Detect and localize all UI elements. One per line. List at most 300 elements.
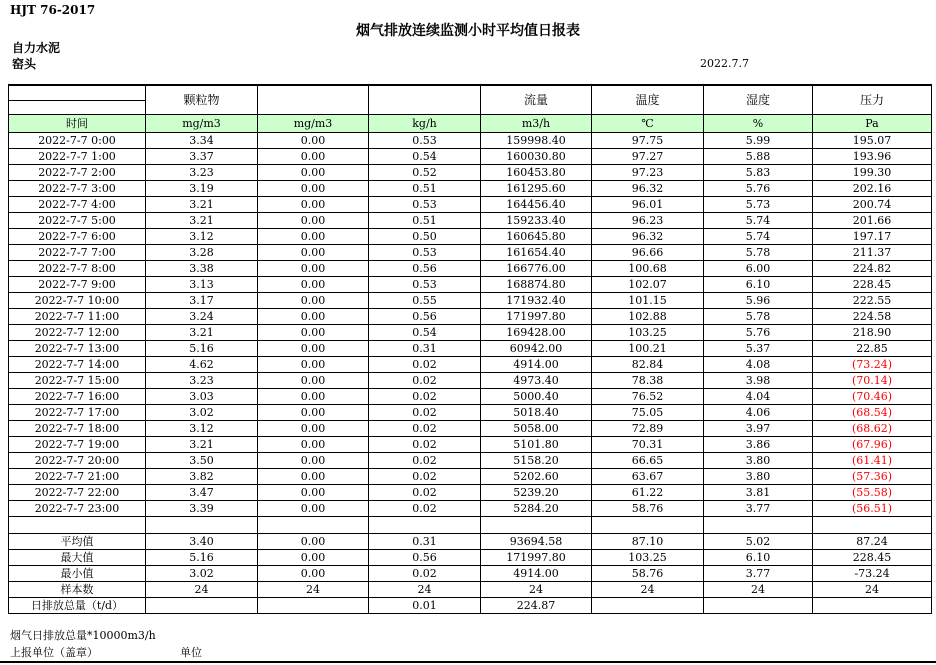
hourly-data-row xyxy=(9,213,932,229)
value-cell: 3.03 xyxy=(146,389,258,405)
value-cell: (70.14) xyxy=(813,373,932,389)
value-cell: 169428.00 xyxy=(481,325,592,341)
value-cell: 3.21 xyxy=(146,213,258,229)
value-cell: 202.16 xyxy=(813,181,932,197)
time-cell: 2022-7-7 17:00 xyxy=(9,405,146,421)
time-cell: 2022-7-7 19:00 xyxy=(9,437,146,453)
value-cell: 0.53 xyxy=(369,245,481,261)
value-cell: 3.21 xyxy=(146,197,258,213)
value-cell: 4973.40 xyxy=(481,373,592,389)
summary-value-cell: 87.10 xyxy=(592,534,704,550)
hourly-data-row xyxy=(9,165,932,181)
value-cell: 58.76 xyxy=(592,501,704,517)
hourly-data-row xyxy=(9,469,932,485)
flow-unit-note: 烟气日排放总量*10000m3/h xyxy=(10,629,156,642)
empty-cell xyxy=(481,517,592,534)
hourly-data-row xyxy=(9,501,932,517)
time-cell: 2022-7-7 8:00 xyxy=(9,261,146,277)
value-cell: 101.15 xyxy=(592,293,704,309)
value-cell: 3.82 xyxy=(146,469,258,485)
value-cell: 0.02 xyxy=(369,501,481,517)
value-cell: 82.84 xyxy=(592,357,704,373)
summary-row xyxy=(9,582,932,598)
value-cell: 200.74 xyxy=(813,197,932,213)
value-cell: 0.02 xyxy=(369,357,481,373)
summary-label-cell: 最小值 xyxy=(9,566,146,582)
value-cell: 0.53 xyxy=(369,197,481,213)
value-cell: 222.55 xyxy=(813,293,932,309)
summary-value-cell: -73.24 xyxy=(813,566,932,582)
time-cell: 2022-7-7 3:00 xyxy=(9,181,146,197)
column3-header xyxy=(258,85,369,115)
hourly-data-row xyxy=(9,437,932,453)
hourly-data-row xyxy=(9,485,932,501)
company-name: 自力水泥 xyxy=(12,41,61,55)
value-cell: (57.36) xyxy=(813,469,932,485)
value-cell: 5.74 xyxy=(704,229,813,245)
value-cell: 224.58 xyxy=(813,309,932,325)
value-cell: 102.07 xyxy=(592,277,704,293)
value-cell: 166776.00 xyxy=(481,261,592,277)
unit-label: 单位 xyxy=(180,646,202,659)
value-cell: 4.62 xyxy=(146,357,258,373)
value-cell: 5.99 xyxy=(704,133,813,149)
value-cell: 171997.80 xyxy=(481,309,592,325)
value-cell: 0.52 xyxy=(369,165,481,181)
value-cell: 0.31 xyxy=(369,341,481,357)
value-cell: 96.66 xyxy=(592,245,704,261)
value-cell: (73.24) xyxy=(813,357,932,373)
summary-value-cell: 103.25 xyxy=(592,550,704,566)
time-cell: 2022-7-7 5:00 xyxy=(9,213,146,229)
empty-cell xyxy=(146,517,258,534)
summary-value-cell: 93694.58 xyxy=(481,534,592,550)
value-cell: 0.00 xyxy=(258,293,369,309)
summary-value-cell: 0.00 xyxy=(258,566,369,582)
value-cell: 100.21 xyxy=(592,341,704,357)
time-header-bottom-cell xyxy=(9,100,146,115)
hourly-data-row xyxy=(9,309,932,325)
value-cell: 0.00 xyxy=(258,309,369,325)
value-cell: 5.74 xyxy=(704,213,813,229)
value-cell: 0.00 xyxy=(258,181,369,197)
pressure-header: 压力 xyxy=(813,85,932,115)
value-cell: 4.04 xyxy=(704,389,813,405)
value-cell: 0.00 xyxy=(258,437,369,453)
value-cell: 22.85 xyxy=(813,341,932,357)
value-cell: 201.66 xyxy=(813,213,932,229)
value-cell: 0.02 xyxy=(369,453,481,469)
value-cell: 3.12 xyxy=(146,229,258,245)
total-value-cell xyxy=(258,598,369,614)
time-cell: 2022-7-7 10:00 xyxy=(9,293,146,309)
value-cell: 193.96 xyxy=(813,149,932,165)
value-cell: 5.16 xyxy=(146,341,258,357)
value-cell: 3.17 xyxy=(146,293,258,309)
summary-value-cell: 58.76 xyxy=(592,566,704,582)
value-cell: 3.38 xyxy=(146,261,258,277)
empty-cell xyxy=(258,517,369,534)
value-cell: 5058.00 xyxy=(481,421,592,437)
value-cell: 60942.00 xyxy=(481,341,592,357)
report-date: 2022.7.7 xyxy=(700,57,749,70)
col4-unit-cell: kg/h xyxy=(369,115,481,133)
hourly-data-row xyxy=(9,277,932,293)
value-cell: 3.24 xyxy=(146,309,258,325)
value-cell: 160030.80 xyxy=(481,149,592,165)
value-cell: 0.00 xyxy=(258,277,369,293)
temperature-unit-cell: ℃ xyxy=(592,115,704,133)
value-cell: 3.28 xyxy=(146,245,258,261)
total-value-cell xyxy=(592,598,704,614)
summary-label-cell: 平均值 xyxy=(9,534,146,550)
value-cell: 0.00 xyxy=(258,165,369,181)
value-cell: 0.00 xyxy=(258,229,369,245)
summary-value-cell: 24 xyxy=(258,582,369,598)
summary-value-cell: 3.02 xyxy=(146,566,258,582)
value-cell: 171932.40 xyxy=(481,293,592,309)
hourly-data-row xyxy=(9,357,932,373)
value-cell: 5.96 xyxy=(704,293,813,309)
value-cell: 0.02 xyxy=(369,389,481,405)
value-cell: (68.62) xyxy=(813,421,932,437)
value-cell: 6.00 xyxy=(704,261,813,277)
report-table-header xyxy=(9,85,932,133)
value-cell: 0.00 xyxy=(258,149,369,165)
value-cell: 102.88 xyxy=(592,309,704,325)
value-cell: 159998.40 xyxy=(481,133,592,149)
value-cell: 6.10 xyxy=(704,277,813,293)
page-title: 烟气排放连续监测小时平均值日报表 xyxy=(356,23,580,39)
hourly-data-row xyxy=(9,229,932,245)
value-cell: 97.75 xyxy=(592,133,704,149)
value-cell: 0.00 xyxy=(258,501,369,517)
summary-value-cell: 24 xyxy=(146,582,258,598)
value-cell: 3.37 xyxy=(146,149,258,165)
value-cell: 97.27 xyxy=(592,149,704,165)
time-cell: 2022-7-7 20:00 xyxy=(9,453,146,469)
value-cell: 3.39 xyxy=(146,501,258,517)
hourly-data-row xyxy=(9,325,932,341)
daily-total-row xyxy=(9,598,932,614)
spacer-row xyxy=(9,517,932,534)
value-cell: 3.77 xyxy=(704,501,813,517)
time-cell: 2022-7-7 1:00 xyxy=(9,149,146,165)
value-cell: 78.38 xyxy=(592,373,704,389)
value-cell: 3.97 xyxy=(704,421,813,437)
total-label-cell: 日排放总量（t/d） xyxy=(9,598,146,614)
time-cell: 2022-7-7 0:00 xyxy=(9,133,146,149)
summary-value-cell: 87.24 xyxy=(813,534,932,550)
value-cell: 100.68 xyxy=(592,261,704,277)
value-cell: 5.37 xyxy=(704,341,813,357)
value-cell: 0.54 xyxy=(369,149,481,165)
value-cell: (55.58) xyxy=(813,485,932,501)
summary-label-cell: 样本数 xyxy=(9,582,146,598)
value-cell: 0.51 xyxy=(369,213,481,229)
value-cell: 0.02 xyxy=(369,373,481,389)
hourly-data-row xyxy=(9,149,932,165)
standard-code: HJT 76-2017 xyxy=(10,3,96,17)
time-cell: 2022-7-7 7:00 xyxy=(9,245,146,261)
humidity-unit-cell: % xyxy=(704,115,813,133)
bottom-divider xyxy=(0,661,936,663)
value-cell: 72.89 xyxy=(592,421,704,437)
value-cell: 3.34 xyxy=(146,133,258,149)
value-cell: 5.78 xyxy=(704,309,813,325)
value-cell: (61.41) xyxy=(813,453,932,469)
empty-cell xyxy=(813,517,932,534)
value-cell: 0.53 xyxy=(369,133,481,149)
summary-value-cell: 24 xyxy=(481,582,592,598)
value-cell: 3.50 xyxy=(146,453,258,469)
empty-cell xyxy=(592,517,704,534)
total-value-cell xyxy=(146,598,258,614)
value-cell: 0.00 xyxy=(258,213,369,229)
value-cell: 5000.40 xyxy=(481,389,592,405)
value-cell: 96.32 xyxy=(592,229,704,245)
summary-value-cell: 6.10 xyxy=(704,550,813,566)
time-cell: 2022-7-7 6:00 xyxy=(9,229,146,245)
value-cell: 3.23 xyxy=(146,165,258,181)
value-cell: 5.83 xyxy=(704,165,813,181)
hourly-data-row xyxy=(9,421,932,437)
value-cell: 75.05 xyxy=(592,405,704,421)
time-cell: 2022-7-7 15:00 xyxy=(9,373,146,389)
value-cell: 161654.40 xyxy=(481,245,592,261)
time-cell: 2022-7-7 16:00 xyxy=(9,389,146,405)
value-cell: 0.54 xyxy=(369,325,481,341)
hourly-data-row xyxy=(9,373,932,389)
value-cell: 197.17 xyxy=(813,229,932,245)
time-cell: 2022-7-7 9:00 xyxy=(9,277,146,293)
value-cell: 0.00 xyxy=(258,485,369,501)
reporting-unit-label: 上报单位（盖章） xyxy=(10,646,98,659)
value-cell: 168874.80 xyxy=(481,277,592,293)
value-cell: 76.52 xyxy=(592,389,704,405)
value-cell: 0.00 xyxy=(258,389,369,405)
value-cell: 0.02 xyxy=(369,469,481,485)
value-cell: 0.00 xyxy=(258,325,369,341)
time-cell: 2022-7-7 2:00 xyxy=(9,165,146,181)
value-cell: 4.08 xyxy=(704,357,813,373)
humidity-header: 湿度 xyxy=(704,85,813,115)
time-cell: 2022-7-7 18:00 xyxy=(9,421,146,437)
summary-value-cell: 228.45 xyxy=(813,550,932,566)
time-cell: 2022-7-7 12:00 xyxy=(9,325,146,341)
value-cell: 159233.40 xyxy=(481,213,592,229)
value-cell: 0.53 xyxy=(369,277,481,293)
value-cell: 164456.40 xyxy=(481,197,592,213)
value-cell: 97.23 xyxy=(592,165,704,181)
value-cell: 5.76 xyxy=(704,181,813,197)
hourly-data-row xyxy=(9,133,932,149)
total-value-cell xyxy=(813,598,932,614)
value-cell: 96.01 xyxy=(592,197,704,213)
column4-header xyxy=(369,85,481,115)
value-cell: 5202.60 xyxy=(481,469,592,485)
time-cell: 2022-7-7 23:00 xyxy=(9,501,146,517)
value-cell: 5239.20 xyxy=(481,485,592,501)
empty-cell xyxy=(9,517,146,534)
value-cell: 195.07 xyxy=(813,133,932,149)
value-cell: 218.90 xyxy=(813,325,932,341)
summary-value-cell: 24 xyxy=(813,582,932,598)
value-cell: 4.06 xyxy=(704,405,813,421)
value-cell: 3.86 xyxy=(704,437,813,453)
value-cell: 3.80 xyxy=(704,453,813,469)
value-cell: 0.00 xyxy=(258,405,369,421)
particulate-header: 颗粒物 xyxy=(146,85,258,115)
empty-cell xyxy=(369,517,481,534)
summary-value-cell: 5.16 xyxy=(146,550,258,566)
summary-value-cell: 0.02 xyxy=(369,566,481,582)
value-cell: 3.47 xyxy=(146,485,258,501)
summary-value-cell: 0.31 xyxy=(369,534,481,550)
value-cell: 3.23 xyxy=(146,373,258,389)
value-cell: 3.02 xyxy=(146,405,258,421)
value-cell: 224.82 xyxy=(813,261,932,277)
hourly-data-row xyxy=(9,453,932,469)
value-cell: (70.46) xyxy=(813,389,932,405)
value-cell: 96.32 xyxy=(592,181,704,197)
value-cell: 0.50 xyxy=(369,229,481,245)
hourly-data-row xyxy=(9,389,932,405)
value-cell: 0.00 xyxy=(258,469,369,485)
summary-value-cell: 0.00 xyxy=(258,534,369,550)
value-cell: 0.56 xyxy=(369,261,481,277)
value-cell: 0.00 xyxy=(258,453,369,469)
flow-header: 流量 xyxy=(481,85,592,115)
value-cell: 199.30 xyxy=(813,165,932,181)
unit-header-row xyxy=(9,115,932,133)
hourly-data-row xyxy=(9,181,932,197)
summary-row xyxy=(9,566,932,582)
value-cell: 0.00 xyxy=(258,357,369,373)
summary-value-cell: 3.77 xyxy=(704,566,813,582)
value-cell: 160453.80 xyxy=(481,165,592,181)
time-cell: 2022-7-7 14:00 xyxy=(9,357,146,373)
time-header-top-cell xyxy=(9,85,146,100)
summary-value-cell: 5.02 xyxy=(704,534,813,550)
value-cell: 5.73 xyxy=(704,197,813,213)
value-cell: 5.76 xyxy=(704,325,813,341)
time-cell: 2022-7-7 11:00 xyxy=(9,309,146,325)
value-cell: 0.02 xyxy=(369,421,481,437)
summary-value-cell: 24 xyxy=(592,582,704,598)
value-cell: 3.12 xyxy=(146,421,258,437)
summary-value-cell: 4914.00 xyxy=(481,566,592,582)
flow-unit-cell: m3/h xyxy=(481,115,592,133)
value-cell: 70.31 xyxy=(592,437,704,453)
value-cell: 3.81 xyxy=(704,485,813,501)
total-value-cell: 0.01 xyxy=(369,598,481,614)
report-table-body xyxy=(9,133,932,614)
value-cell: 3.13 xyxy=(146,277,258,293)
summary-value-cell: 24 xyxy=(369,582,481,598)
group-header-row xyxy=(9,85,932,100)
value-cell: 5018.40 xyxy=(481,405,592,421)
hourly-data-row xyxy=(9,261,932,277)
value-cell: 0.00 xyxy=(258,245,369,261)
value-cell: 3.80 xyxy=(704,469,813,485)
value-cell: 63.67 xyxy=(592,469,704,485)
value-cell: 3.98 xyxy=(704,373,813,389)
summary-row xyxy=(9,550,932,566)
value-cell: 0.00 xyxy=(258,133,369,149)
time-cell: 2022-7-7 22:00 xyxy=(9,485,146,501)
hourly-data-row xyxy=(9,293,932,309)
value-cell: 0.56 xyxy=(369,309,481,325)
summary-value-cell: 0.00 xyxy=(258,550,369,566)
time-cell: 2022-7-7 13:00 xyxy=(9,341,146,357)
value-cell: 3.21 xyxy=(146,437,258,453)
value-cell: 0.02 xyxy=(369,437,481,453)
value-cell: 66.65 xyxy=(592,453,704,469)
temperature-header: 温度 xyxy=(592,85,704,115)
value-cell: 4914.00 xyxy=(481,357,592,373)
value-cell: 0.00 xyxy=(258,197,369,213)
summary-value-cell: 24 xyxy=(704,582,813,598)
pm-unit-cell: mg/m3 xyxy=(146,115,258,133)
value-cell: 96.23 xyxy=(592,213,704,229)
time-unit-cell: 时间 xyxy=(9,115,146,133)
value-cell: 5158.20 xyxy=(481,453,592,469)
value-cell: 0.00 xyxy=(258,373,369,389)
pressure-unit-cell: Pa xyxy=(813,115,932,133)
value-cell: 3.21 xyxy=(146,325,258,341)
value-cell: 5101.80 xyxy=(481,437,592,453)
summary-value-cell: 3.40 xyxy=(146,534,258,550)
col3-unit-cell: mg/m3 xyxy=(258,115,369,133)
value-cell: 0.55 xyxy=(369,293,481,309)
value-cell: 0.02 xyxy=(369,405,481,421)
value-cell: 0.02 xyxy=(369,485,481,501)
value-cell: 161295.60 xyxy=(481,181,592,197)
total-value-cell: 224.87 xyxy=(481,598,592,614)
value-cell: 160645.80 xyxy=(481,229,592,245)
total-value-cell xyxy=(704,598,813,614)
value-cell: 0.51 xyxy=(369,181,481,197)
value-cell: 0.00 xyxy=(258,341,369,357)
time-cell: 2022-7-7 4:00 xyxy=(9,197,146,213)
value-cell: 5.78 xyxy=(704,245,813,261)
monitoring-point: 窑头 xyxy=(12,57,37,71)
summary-row xyxy=(9,534,932,550)
value-cell: (56.51) xyxy=(813,501,932,517)
hourly-data-row xyxy=(9,341,932,357)
value-cell: 228.45 xyxy=(813,277,932,293)
empty-cell xyxy=(704,517,813,534)
value-cell: 211.37 xyxy=(813,245,932,261)
value-cell: 5284.20 xyxy=(481,501,592,517)
value-cell: (67.96) xyxy=(813,437,932,453)
value-cell: 3.19 xyxy=(146,181,258,197)
value-cell: 0.00 xyxy=(258,261,369,277)
hourly-data-row xyxy=(9,197,932,213)
value-cell: 103.25 xyxy=(592,325,704,341)
value-cell: 0.00 xyxy=(258,421,369,437)
hourly-data-row xyxy=(9,405,932,421)
summary-label-cell: 最大值 xyxy=(9,550,146,566)
report-table xyxy=(8,84,932,614)
value-cell: 61.22 xyxy=(592,485,704,501)
summary-value-cell: 0.56 xyxy=(369,550,481,566)
hourly-data-row xyxy=(9,245,932,261)
value-cell: (68.54) xyxy=(813,405,932,421)
summary-value-cell: 171997.80 xyxy=(481,550,592,566)
time-cell: 2022-7-7 21:00 xyxy=(9,469,146,485)
